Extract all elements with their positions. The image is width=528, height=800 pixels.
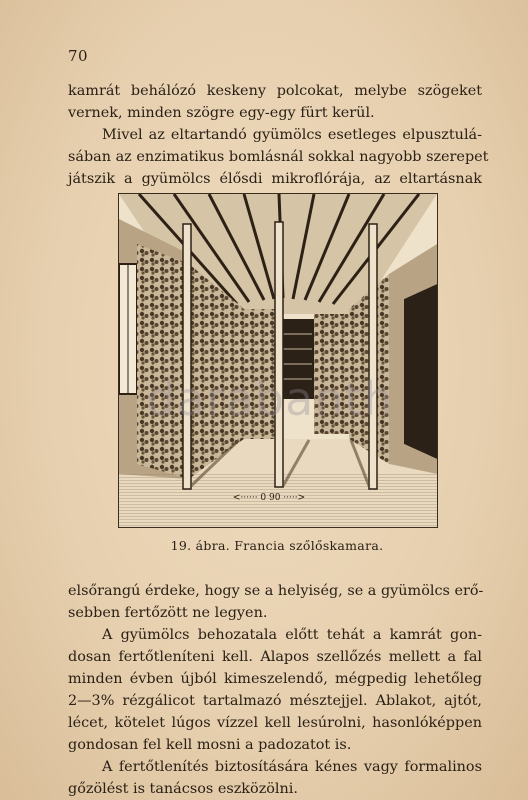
text-line: gondosan fel kell mosni a padozatot is. [68, 737, 352, 753]
page-number: 70 [68, 47, 89, 65]
text-line: kamrát behálózó keskeny polcokat, melybe szögeket [68, 83, 482, 99]
figure-caption: 19. ábra. Francia szőlőskamara. [170, 538, 384, 553]
text-line: sában az enzimatikus bomlásnál sokkal nagyobb szerepet [68, 149, 489, 165]
text-line: sebben fertőzött ne legyen. [68, 605, 268, 621]
text-line: A gyümölcs behozatala előtt tehát a kamrát gon- [102, 627, 482, 643]
watermark: darabanth [146, 372, 394, 426]
text-line: dosan fertőtleníteni kell. Alapos szellőzés mellett a fal [68, 649, 482, 665]
text-line: 2—3% rézgálicot tartalmazó mésztejjel. Ablakot, ajtót, [68, 693, 482, 709]
text-line: játszik a gyümölcs élősdi mikroflórája, az eltartásnak [68, 171, 482, 187]
text-line: minden évben újból kimeszelendő, mégpedig lehetőleg [68, 671, 482, 687]
text-block-bottom [68, 580, 482, 800]
text-line: elsőrangú érdeke, hogy se a helyiség, se a gyümölcs erő- [68, 583, 484, 599]
text-line: Mivel az eltartandó gyümölcs esetleges elpusztulá- [102, 127, 482, 143]
text-line: lécet, kötelet lúgos vízzel kell lesúrolni, hasonlóképpen [68, 715, 482, 731]
illustration-grape-chamber [118, 193, 438, 528]
text-block-top [68, 80, 489, 190]
text-line: gőzölést is tanácsos eszközölni. [68, 781, 298, 797]
text-line: vernek, minden szögre egy-egy fürt kerül. [68, 105, 375, 121]
text-line: A fertőtlenítés biztosítására kénes vagy formalinos [102, 759, 482, 775]
scale-label: <······ 0 90 ·····> [232, 493, 306, 503]
